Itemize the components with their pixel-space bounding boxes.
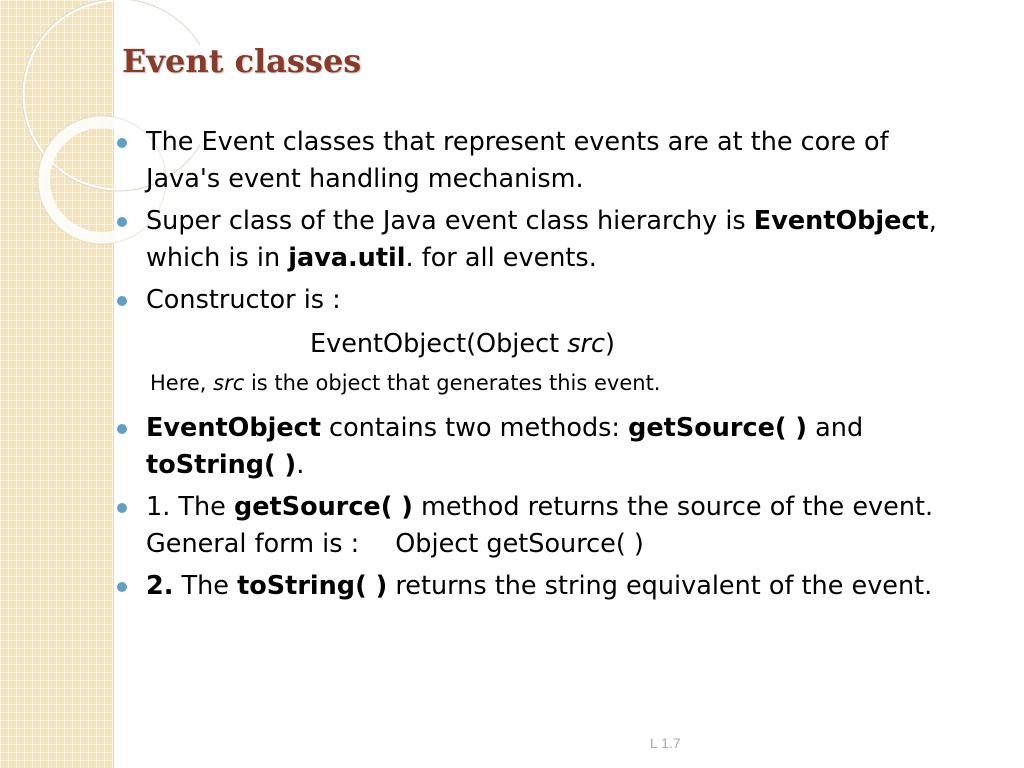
bullet-item <box>117 489 1012 563</box>
bullet-dot-icon <box>117 296 127 306</box>
bullet-text: The Event classes that represent events are at the core of <box>146 127 889 157</box>
bullet-text: contains two methods: <box>320 413 629 443</box>
slide-content <box>117 124 1012 610</box>
bullet-dot-icon <box>117 138 127 148</box>
bullet-text: Java's event handling mechanism. <box>146 164 584 194</box>
bullet-item <box>117 282 1012 319</box>
bullet-text: and <box>807 413 864 443</box>
bullet-bold-text: toString( ) <box>146 450 297 480</box>
signature-text: EventObject(Object <box>310 329 568 359</box>
slide-title: Event classes <box>122 42 362 80</box>
bullet-bold-text: getSource( ) <box>628 413 808 443</box>
constructor-note <box>117 368 1012 398</box>
bullet-text: . <box>296 450 305 480</box>
bullet-dot-icon <box>117 582 127 592</box>
slide-footer: L 1.7 <box>650 735 681 751</box>
bullet-text: Object getSource( ) <box>395 529 644 559</box>
bullet-bold-text: 2. <box>146 571 174 601</box>
note-text: is the object that generates this event. <box>244 371 661 395</box>
bullet-bold-text: EventObject <box>146 413 321 443</box>
bullet-text: . for all events. <box>405 243 597 273</box>
bullet-dot-icon <box>117 503 127 513</box>
bullet-text: The <box>173 571 238 601</box>
bullet-bold-text: toString( ) <box>237 571 388 601</box>
bullet-bold-text: getSource( ) <box>233 492 413 522</box>
note-text: Here, <box>150 371 214 395</box>
signature-text: ) <box>605 329 615 359</box>
bullet-text: Super class of the Java event class hierarchy is <box>146 206 754 236</box>
bullet-text: 1. The <box>146 492 234 522</box>
bullet-item <box>117 410 1012 484</box>
bullet-item <box>117 203 1012 277</box>
note-italic-text: src <box>213 371 245 395</box>
bullet-item <box>117 124 1012 198</box>
bullet-dot-icon <box>117 217 127 227</box>
signature-italic-text: src <box>567 329 606 359</box>
bullet-dot-icon <box>117 424 127 434</box>
bullet-bold-text: EventObject <box>753 206 929 236</box>
constructor-signature <box>117 326 1012 363</box>
bullet-text: Constructor is : <box>146 285 341 315</box>
bullet-text: which is in <box>146 243 289 273</box>
bullet-text: General form is : <box>146 529 360 559</box>
bullet-text: , <box>928 206 937 236</box>
bullet-item <box>117 568 1012 605</box>
bullet-text: method returns the source of the event. <box>412 492 934 522</box>
bullet-text: returns the string equivalent of the event. <box>387 571 933 601</box>
bullet-bold-text: java.util <box>288 243 406 273</box>
